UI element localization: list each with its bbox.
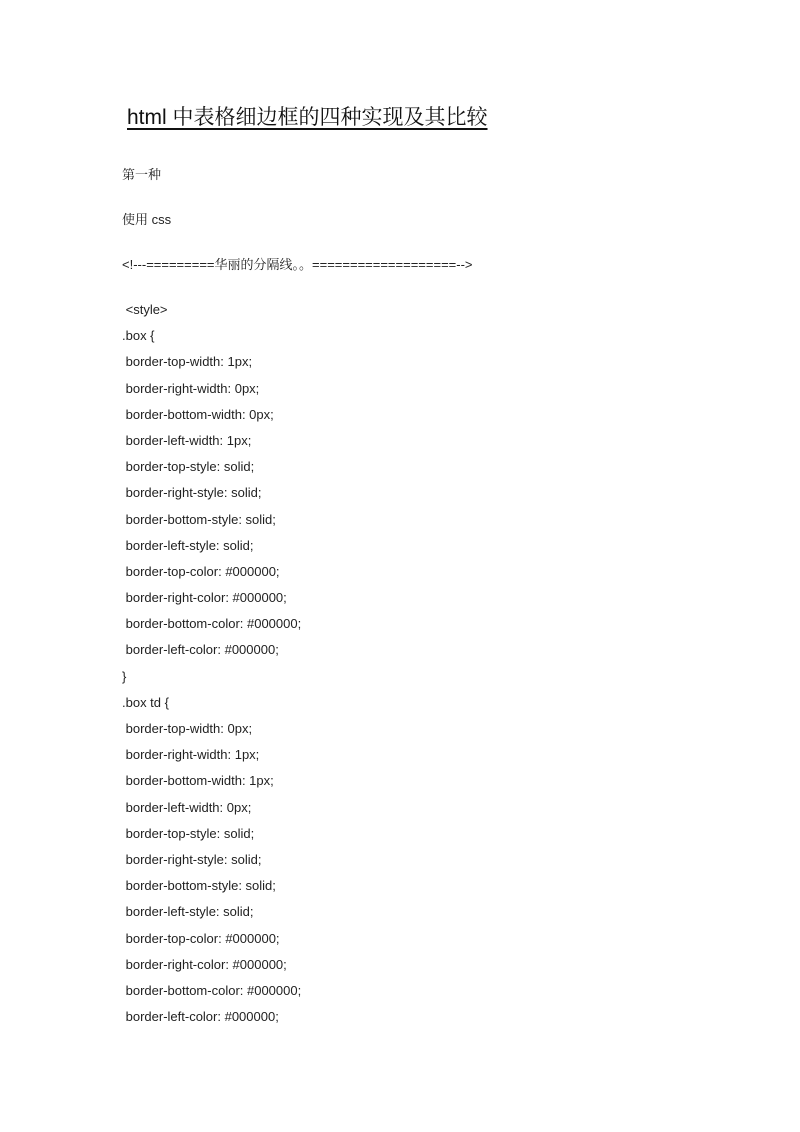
code-line: border-bottom-width: 0px; (122, 406, 274, 422)
code-line: border-bottom-color: #000000; (122, 616, 302, 632)
code-line: <style> (122, 302, 168, 317)
code-line: border-top-width: 1px; (122, 354, 253, 370)
code-line: border-right-width: 1px; (122, 747, 260, 763)
separator-comment: <!---=========华丽的分隔线。。===================--> (122, 257, 473, 272)
code-line: border-left-style: solid; (122, 904, 254, 920)
code-line: border-right-color: #000000; (122, 956, 287, 972)
code-line: border-left-width: 0px; (122, 799, 252, 815)
code-line: .box { (122, 328, 155, 344)
page-title: html 中表格细边框的四种实现及其比较 (127, 106, 488, 129)
code-line: border-left-width: 1px; (122, 432, 252, 448)
code-line: border-bottom-color: #000000; (122, 982, 302, 998)
section-heading: 第一种 (122, 167, 162, 182)
code-line: } (122, 668, 127, 684)
method-label: 使用 css (122, 212, 172, 227)
code-line: border-top-style: solid; (122, 825, 255, 841)
code-line: border-left-color: #000000; (122, 642, 279, 658)
code-line: border-bottom-width: 1px; (122, 773, 274, 789)
code-line: border-right-style: solid; (122, 851, 262, 867)
code-line: border-bottom-style: solid; (122, 511, 276, 527)
code-line: border-right-color: #000000; (122, 590, 287, 606)
code-block (122, 300, 301, 1033)
code-line: border-top-width: 0px; (122, 721, 253, 736)
code-line: border-top-color: #000000; (122, 563, 280, 579)
code-line: border-right-style: solid; (122, 485, 262, 501)
code-line: border-bottom-style: solid; (122, 878, 276, 894)
code-line: border-top-style: solid; (122, 459, 255, 475)
code-line: border-top-color: #000000; (122, 930, 280, 946)
code-line: border-right-width: 0px; (122, 380, 260, 396)
code-line: .box td { (122, 694, 169, 710)
code-line: border-left-style: solid; (122, 537, 254, 553)
code-line: border-left-color: #000000; (122, 1009, 279, 1025)
